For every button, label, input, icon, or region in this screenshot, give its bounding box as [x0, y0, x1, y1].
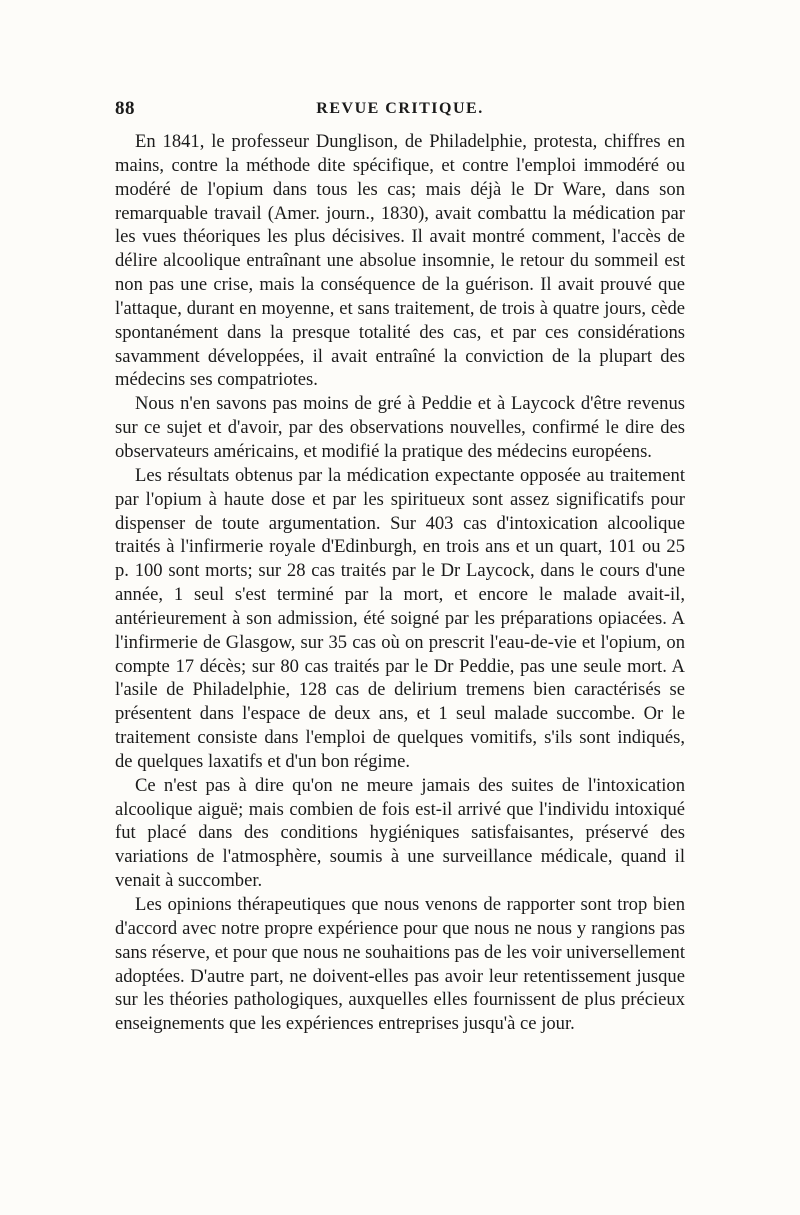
paragraph: En 1841, le professeur Dunglison, de Philadelphie, protesta, chiffres en mains, contre la méthode dite spécifique, et contre l'emploi immodéré ou modéré de l'opium dans tous les cas; mais déjà le Dr Ware, dans son remarquable travail (Amer. journ., 1830), avait combattu la médication par les vues théoriques les plus décisives. Il avait montré comment, l'accès de délire alcoolique entraînant une absolue insomnie, le retour du sommeil est non pas une crise, mais la conséquence de la guérison. Il avait prouvé que l'attaque, durant en moyenne, et sans traitement, de trois à quatre jours, cède spontanément dans la presque totalité des cas, et par ces considérations savamment développées, il avait entraîné la conviction de la plupart des médecins ses compatriotes.: [115, 131, 685, 391]
paragraph: Les résultats obtenus par la médication expectante opposée au traitement par l'opium à haute dose et par les spiritueux sont assez significatifs pour dispenser de toute argumentation. Sur 403 cas d'intoxication alcoolique traités à l'infirmerie royale d'Edinburgh, en trois ans et un quart, 101 ou 25 p. 100 sont morts; sur 28 cas traités par le Dr Laycock, dans le cours d'une année, 1 seul s'est terminé par la mort, et encore le malade avait-il, antérieurement à son admission, été soigné par les préparations opiacées. A l'infirmerie de Glasgow, sur 35 cas où on prescrit l'eau-de-vie et l'opium, on compte 17 décès; sur 80 cas traités par le Dr Peddie, pas une seule mort. A l'asile de Philadelphie, 128 cas de delirium tremens bien caractérisés se présentent dans l'espace de deux ans, et 1 seul malade succombe. Or le traitement consiste dans l'emploi de quelques vomitifs, s'ils sont indiqués, de quelques laxatifs et d'un bon régime.: [115, 464, 685, 772]
running-title: REVUE CRITIQUE.: [316, 100, 484, 117]
page-body: [115, 130, 685, 1036]
paragraph: Les opinions thérapeutiques que nous venons de rapporter sont trop bien d'accord avec notre propre expérience pour que nous ne nous y rangions pas sans réserve, et pour que nous ne souhaitions pas de les voir universellement adoptées. D'autre part, ne doivent-elles pas avoir leur retentissement jusque sur les théories pathologiques, auxquelles elles fournissent de plus précieux enseignements que les expériences entreprises jusqu'à ce jour.: [115, 894, 685, 1035]
paragraph: Nous n'en savons pas moins de gré à Peddie et à Laycock d'être revenus sur ce sujet et d'avoir, par des observations nouvelles, confirmé le dire des observateurs américains, et modifié la pratique des médecins européens.: [115, 393, 685, 462]
page-header: [115, 98, 685, 124]
page-number: 88: [115, 98, 135, 119]
paragraph: Ce n'est pas à dire qu'on ne meure jamais des suites de l'intoxication alcoolique aiguë; mais combien de fois est-il arrivé que l'individu intoxiqué fut placé dans des conditions hygiéniques satisfaisantes, préservé des variations de l'atmosphère, soumis à une surveillance médicale, quand il venait à succomber.: [115, 774, 685, 892]
